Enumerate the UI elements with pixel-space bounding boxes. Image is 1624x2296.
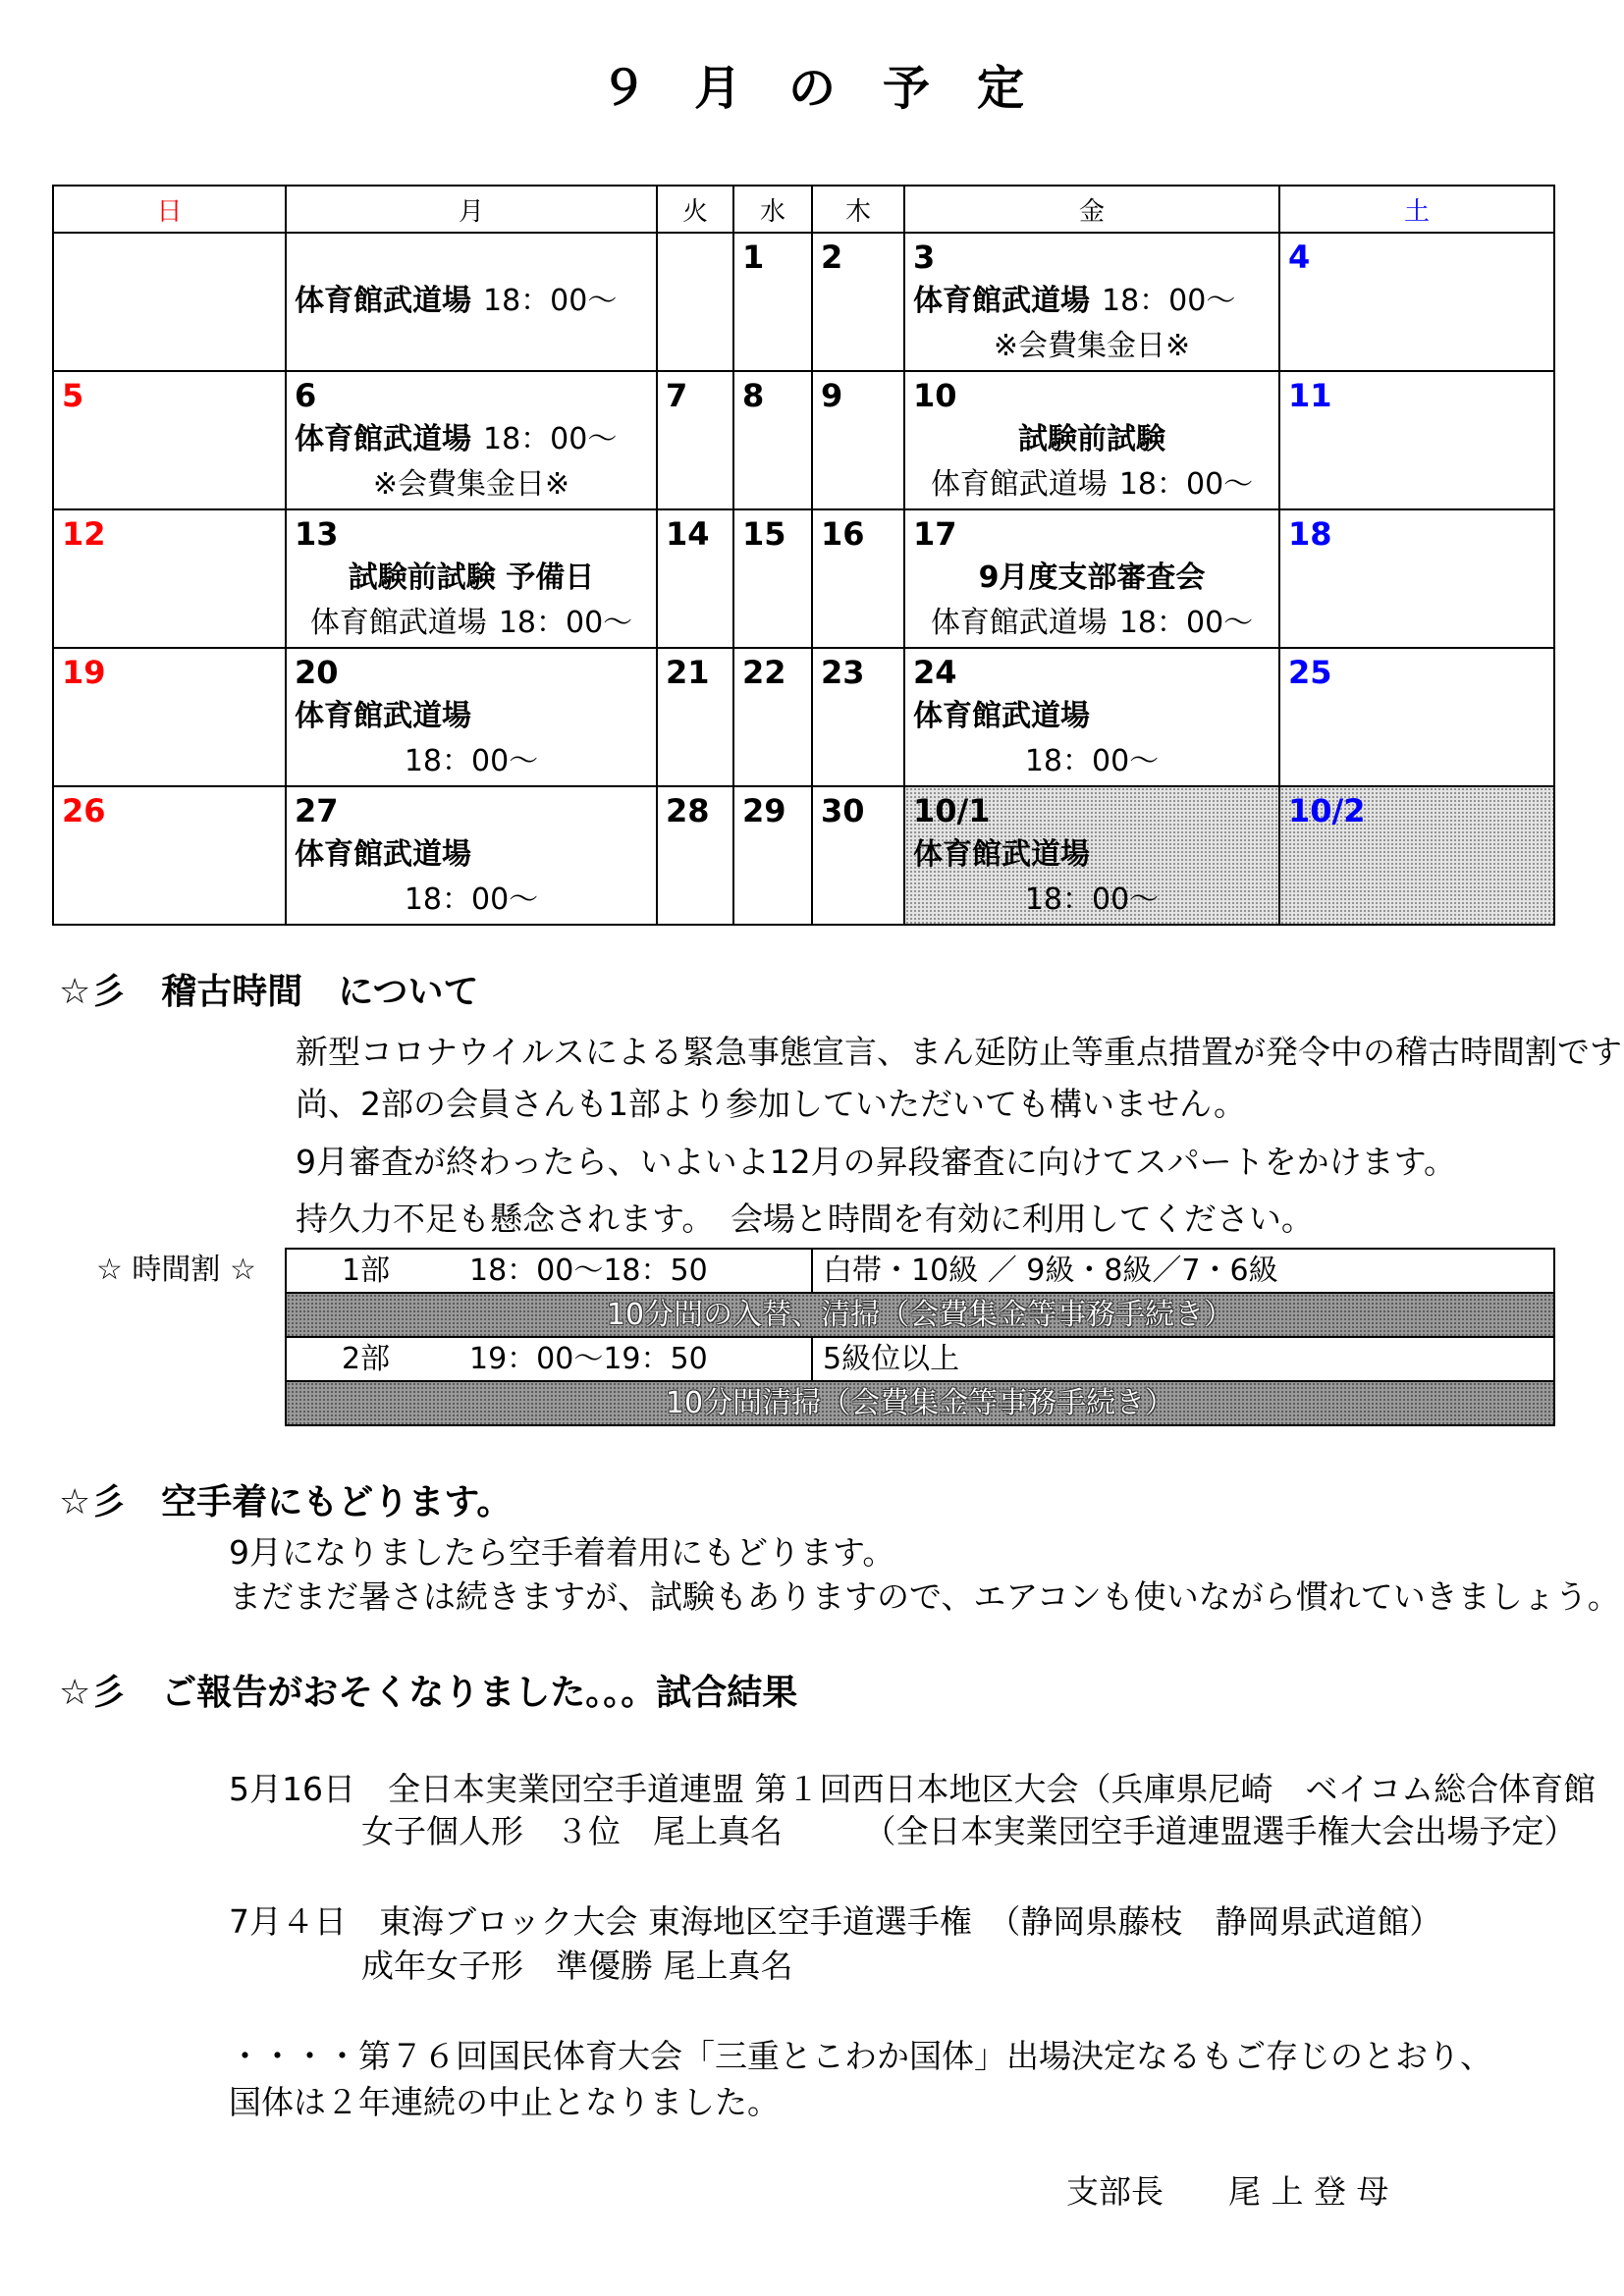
time-label: 18：00～ <box>498 606 633 640</box>
result-event: 7月４日 東海ブロック大会 東海地区空手道選手権 （静岡県藤枝 静岡県武道館） <box>229 1902 1442 1941</box>
date-number: 11 <box>1288 377 1332 414</box>
date-number: 6 <box>295 377 317 414</box>
date-number: 18 <box>1288 515 1332 553</box>
venue-label: 体育館武道場 <box>930 606 1108 640</box>
day-cell <box>53 786 286 925</box>
date-number: 9 <box>821 377 843 414</box>
result-event: 5月16日 全日本実業団空手道連盟 第１回西日本地区大会（兵庫県尼崎 ベイコム総合体育館 <box>229 1770 1597 1808</box>
day-cell <box>286 509 657 648</box>
time-label: 18：00～ <box>483 422 618 456</box>
result-detail: 成年女子形 準優勝 尾上真名 <box>361 1947 793 1985</box>
time-label: 18：00～ <box>1102 284 1236 318</box>
day-cell <box>733 233 812 371</box>
day-cell <box>812 233 904 371</box>
day-cell <box>286 371 657 509</box>
day-cell <box>904 233 1279 371</box>
time-label: 18：00～ <box>1024 882 1160 917</box>
date-number: 8 <box>742 377 765 414</box>
day-cell <box>53 509 286 648</box>
day-cell <box>286 648 657 786</box>
date-number: 5 <box>62 377 84 414</box>
result-detail: 女子個人形 ３位 尾上真名 （全日本実業団空手道連盟選手権大会出場予定） <box>361 1812 1577 1850</box>
date-number: 14 <box>666 515 710 553</box>
day-cell-empty <box>657 233 733 371</box>
date-number: 10 <box>913 377 957 414</box>
session-target: 5級位以上 <box>812 1337 1554 1381</box>
day-cell <box>812 371 904 509</box>
practice-text-line: 尚、2部の会員さんも1部より参加していただいても構いません。 <box>296 1085 1246 1123</box>
event-label: 試験前試験 予備日 <box>348 561 595 595</box>
day-cell <box>812 648 904 786</box>
timetable-label: ☆ 時間割 ☆ <box>96 1253 256 1287</box>
date-number: 21 <box>666 654 710 691</box>
gi-text-line: まだまだ暑さは続きますが、試験もありますので、エアコンも使いながら慣れていきましょう。 <box>229 1577 1620 1616</box>
venue-label: 体育館武道場 <box>309 606 487 640</box>
event-label: 9月度支部審査会 <box>978 561 1206 595</box>
date-number: 15 <box>742 515 786 553</box>
results-note-line: ・・・・第７６回国民体育大会「三重とこわか国体」出場決定なるもご存じのとおり、 <box>229 2037 1492 2075</box>
week-row <box>53 509 1554 648</box>
results-heading: ☆彡 ご報告がおそくなりました。。。試合結果 <box>59 1673 798 1713</box>
venue-label: 体育館武道場 <box>295 422 471 456</box>
timetable-break-row <box>286 1381 1554 1425</box>
date-number: 26 <box>62 792 106 829</box>
day-cell <box>286 233 657 371</box>
break-label: 10分間清掃（会費集金等事務手続き） <box>286 1381 1554 1425</box>
date-number: 13 <box>295 515 339 553</box>
weekday-mon: 月 <box>286 186 657 233</box>
session-cell <box>286 1337 812 1381</box>
date-number: 28 <box>666 792 710 829</box>
session-part: 1部 <box>342 1254 391 1288</box>
session-time: 18：00～18：50 <box>469 1254 708 1288</box>
date-number: 16 <box>821 515 865 553</box>
date-number: 4 <box>1288 239 1311 276</box>
break-label: 10分間の入替、清掃（会費集金等事務手続き） <box>286 1293 1554 1337</box>
practice-text-line: 持久力不足も懸念されます。 会場と時間を有効に利用してください。 <box>296 1200 1314 1238</box>
timetable-row <box>286 1337 1554 1381</box>
weekday-thu: 木 <box>812 186 904 233</box>
practice-line <box>287 601 656 646</box>
session-target: 白帯・10級 ／ 9級・8級／7・6級 <box>812 1249 1554 1293</box>
date-number: 7 <box>666 377 688 414</box>
practice-text-line: 9月審査が終わったら、いよいよ12月の昇段審査に向けてスパートをかけます。 <box>296 1143 1457 1181</box>
time-label: 18：00～ <box>1024 744 1160 778</box>
day-cell <box>53 371 286 509</box>
practice-line <box>905 462 1278 507</box>
timetable <box>285 1248 1555 1426</box>
day-cell <box>904 648 1279 786</box>
date-number: 23 <box>821 654 865 691</box>
date-number: 24 <box>913 654 957 691</box>
day-cell <box>657 786 733 925</box>
weekday-sat: 土 <box>1279 186 1554 233</box>
fee-day-note: ※会費集金日※ <box>993 329 1191 363</box>
session-part: 2部 <box>342 1342 391 1376</box>
day-cell <box>1279 648 1554 786</box>
day-cell-next-month <box>1279 786 1554 925</box>
week-row <box>53 371 1554 509</box>
date-number: 10/1 <box>913 792 991 829</box>
day-cell <box>1279 509 1554 648</box>
day-cell-next-month <box>904 786 1279 925</box>
day-cell <box>733 786 812 925</box>
day-cell <box>733 371 812 509</box>
calendar-table <box>52 185 1555 926</box>
date-number: 30 <box>821 792 865 829</box>
day-cell <box>657 648 733 786</box>
day-cell <box>53 648 286 786</box>
venue-label: 体育館武道場 <box>930 467 1108 502</box>
day-cell <box>1279 233 1554 371</box>
practice-line <box>905 601 1278 646</box>
venue-label: 体育館武道場 <box>295 837 471 872</box>
time-label: 18：00～ <box>404 882 539 917</box>
results-note-line: 国体は２年連続の中止となりました。 <box>229 2083 780 2121</box>
gi-heading: ☆彡 空手着にもどります。 <box>59 1482 513 1522</box>
timetable-row <box>286 1249 1554 1293</box>
date-number: 29 <box>742 792 786 829</box>
weekday-sun: 日 <box>53 186 286 233</box>
time-label: 18：00～ <box>404 744 539 778</box>
timetable-break-row <box>286 1293 1554 1337</box>
fee-day-note: ※会費集金日※ <box>372 467 570 502</box>
time-label: 18：00～ <box>1118 467 1254 502</box>
venue-label: 体育館武道場 <box>913 284 1090 318</box>
practice-heading: ☆彡 稽古時間 について <box>59 972 479 1012</box>
time-label: 18：00～ <box>483 284 618 318</box>
day-cell <box>812 509 904 648</box>
gi-text-line: 9月になりましたら空手着着用にもどります。 <box>229 1533 895 1572</box>
day-cell <box>657 371 733 509</box>
venue-label: 体育館武道場 <box>295 284 471 318</box>
date-number: 25 <box>1288 654 1332 691</box>
date-number: 17 <box>913 515 957 553</box>
day-cell <box>733 648 812 786</box>
practice-line <box>287 279 656 324</box>
signature: 支部長 尾 上 登 母 <box>1066 2172 1389 2211</box>
time-label: 18：00～ <box>1118 606 1254 640</box>
day-cell <box>904 509 1279 648</box>
date-number: 10/2 <box>1288 792 1366 829</box>
session-cell <box>286 1249 812 1293</box>
venue-label: 体育館武道場 <box>913 837 1090 872</box>
weekday-fri: 金 <box>904 186 1279 233</box>
day-cell <box>1279 371 1554 509</box>
venue-label: 体育館武道場 <box>295 699 471 733</box>
weekday-header-row <box>53 186 1554 233</box>
practice-text-line: 新型コロナウイルスによる緊急事態宣言、まん延防止等重点措置が発令中の稽古時間割です <box>296 1033 1623 1071</box>
session-time: 19：00～19：50 <box>469 1342 708 1376</box>
date-number: 12 <box>62 515 106 553</box>
day-cell <box>733 509 812 648</box>
date-number: 27 <box>295 792 339 829</box>
page-title: ９ 月 の 予 定 <box>599 61 1024 116</box>
day-cell <box>657 509 733 648</box>
date-number: 2 <box>821 239 843 276</box>
week-row <box>53 786 1554 925</box>
date-number: 19 <box>62 654 106 691</box>
weekday-tue: 火 <box>657 186 733 233</box>
week-row <box>53 648 1554 786</box>
weekday-wed: 水 <box>733 186 812 233</box>
practice-line <box>287 417 656 462</box>
date-number: 20 <box>295 654 339 691</box>
practice-line <box>905 279 1278 324</box>
day-cell <box>904 371 1279 509</box>
day-cell-empty <box>53 233 286 371</box>
day-cell <box>812 786 904 925</box>
date-number: 3 <box>913 239 936 276</box>
venue-label: 体育館武道場 <box>913 699 1090 733</box>
event-label: 試験前試験 <box>1018 422 1165 456</box>
date-number: 22 <box>742 654 786 691</box>
day-cell <box>286 786 657 925</box>
week-row <box>53 233 1554 371</box>
date-number: 1 <box>742 239 765 276</box>
